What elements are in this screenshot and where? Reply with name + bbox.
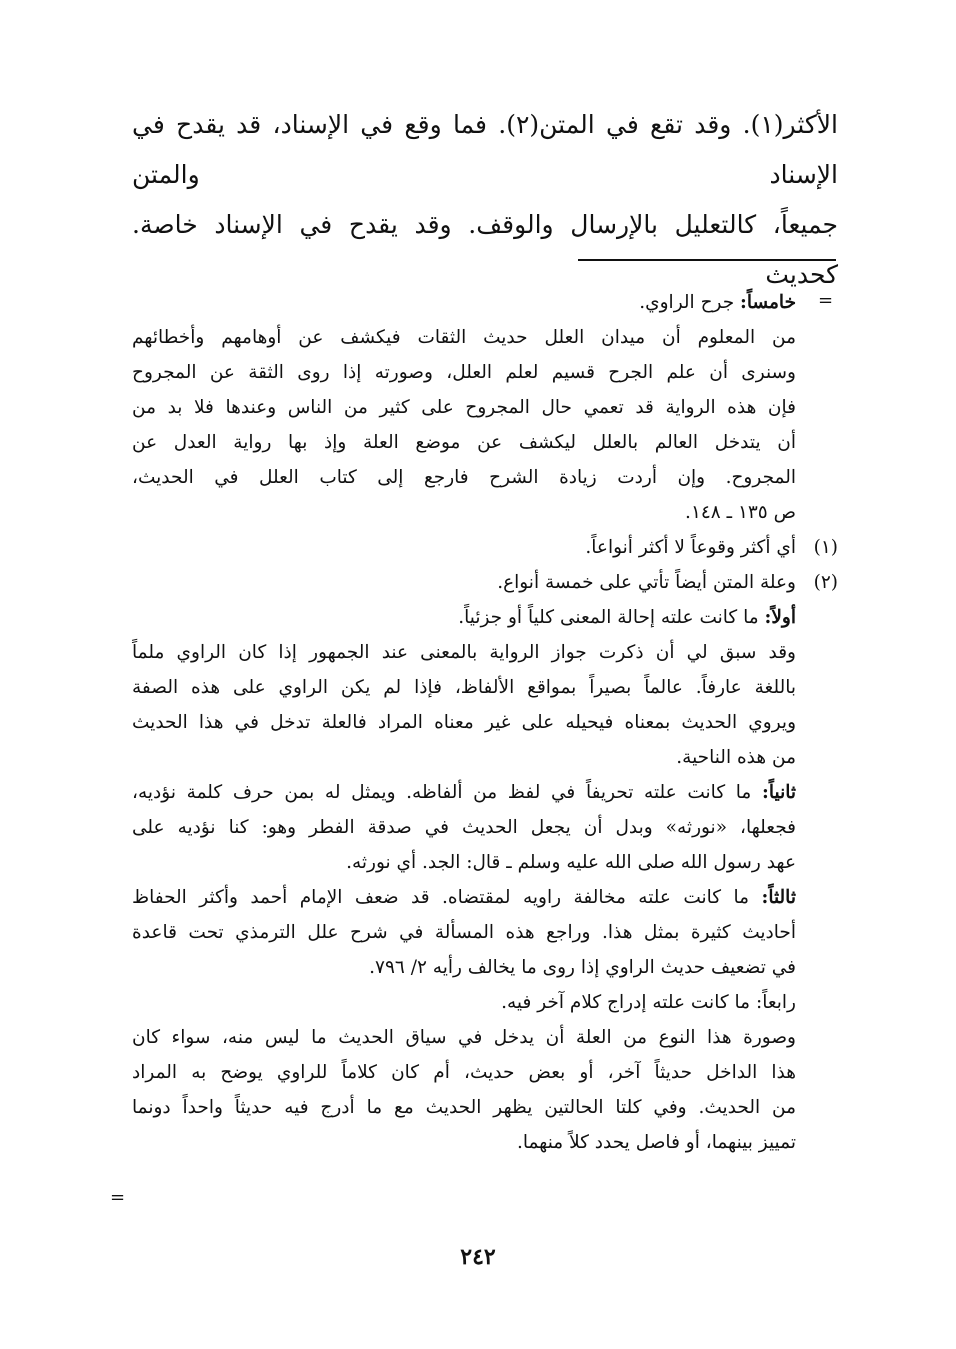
footnote-heading-first xyxy=(132,600,796,635)
footnote-heading-text: ما كانت علته إدراج كلام آخر فيه. xyxy=(501,992,751,1013)
main-text-line: جميعاً، كالتعليل بالإرسال والوقف. وقد يقدح في الإسناد خاصة. كحديث xyxy=(132,210,838,289)
footnote-2 xyxy=(132,565,838,600)
footnote-line: عهد رسول الله صلى الله عليه وسلم ـ قال: الجد. أي نورثه. xyxy=(346,852,796,873)
footnote-line: هذا الداخل حديثاً آخر، أو بعض حديث، أم كان كلاماً للراوي يوضح به المراد xyxy=(132,1062,796,1083)
footnote-marker: (١) xyxy=(813,537,838,558)
footnote-line: أن يتدخل العالم بالعلل ليكشف عن موضع العلة وإذ بها رواية العدل عن xyxy=(132,432,796,453)
footnote-line: المجروح. وإن أردت زيادة الشرح فارجع إلى كتاب العلل في الحديث، xyxy=(132,467,796,488)
footnote-line: وصورة هذا النوع من العلة أن يدخل في سياق الحديث ما ليس منه، سواء كان xyxy=(132,1027,796,1048)
footnote-heading-label: ثانياً: xyxy=(762,782,796,803)
footnote-heading-fifth xyxy=(132,285,796,320)
footnote-heading-label: ثالثاً: xyxy=(761,887,796,908)
footnote-heading-text: ما كانت علته مخالفة راويه لمقتضاه. قد ضعف الإمام أحمد وأكثر الحفاظ xyxy=(132,887,750,908)
footnote-line: من المعلوم أن ميدان العلل حديث الثقات فيكشف عن أوهامهم وأخطائهم xyxy=(132,327,796,348)
footnote-1-text: أي أكثر وقوعاً لا أكثر أنواعاً. xyxy=(585,537,796,558)
footnote-line: من هذه الناحية. xyxy=(676,747,796,768)
footnote-heading-text: جرح الراوي. xyxy=(639,292,735,313)
continuation-mark-top: = xyxy=(818,290,834,311)
footnotes xyxy=(132,285,838,1160)
footnote-line: في تضعيف حديث الراوي إذا روى ما يخالف رأيه ٢/ ٧٩٦. xyxy=(369,957,796,978)
footnote-heading-text: ما كانت علته إحالة المعنى كلياً أو جزئياً. xyxy=(458,607,759,628)
footnote-heading-fourth xyxy=(132,985,796,1020)
footnote-line: ص ١٣٥ ـ ١٤٨. xyxy=(685,502,796,523)
footnote-heading-label: أولاً: xyxy=(764,607,796,628)
footnote-heading-second xyxy=(132,775,796,810)
continuation-mark-bottom: = xyxy=(110,1187,126,1208)
footnote-heading-text: ما كانت علته تحريفاً في لفظ من ألفاظه. ويمثل له بمن حرف كلمة نؤديه، xyxy=(132,782,752,803)
footnote-line: ويروي الحديث بمعناه فيحيله على غير معناه المراد فالعلة تدخل في هذا الحديث xyxy=(132,712,796,733)
main-text-line: الأكثر(١). وقد تقع في المتن(٢). فما وقع في الإسناد، قد يقدح في الإسناد والمتن xyxy=(132,110,838,189)
footnote-line: من الحديث. وفي كلتا الحالتين يظهر الحديث مع ما أدرج فيه حديثاً واحداً دونما xyxy=(132,1097,796,1118)
page-number: ٢٤٢ xyxy=(460,1244,496,1270)
footnote-separator xyxy=(578,259,836,261)
footnote-line: تمييز بينهما، أو فاصل يحدد كلاً منهما. xyxy=(516,1132,796,1153)
footnote-line: فإن هذه الرواية قد تعمي حال المجروح على كثير من الناس وعندها فلا بد من xyxy=(132,397,796,418)
main-text xyxy=(132,100,838,300)
footnote-line: وقد سبق لي أن ذكرت جواز الرواية بالمعنى عند الجمهور إذا كان الراوي ملماً xyxy=(132,642,796,663)
footnote-line: وسنرى أن علم الجرح قسيم لعلم العلل، وصورته إذا روى الثقة عن المجروح xyxy=(132,362,796,383)
footnote-line: أحاديث كثيرة بمثل هذا. وراجع هذه المسألة في شرح علل الترمذي تحت قاعدة xyxy=(132,922,796,943)
footnote-heading-label: رابعاً: xyxy=(755,992,796,1013)
footnote-heading-third xyxy=(132,880,796,915)
footnote-1 xyxy=(132,530,838,565)
footnote-heading-label: خامساً: xyxy=(740,292,796,313)
footnote-2-intro: وعلة المتن أيضاً تأتي على خمسة أنواع. xyxy=(497,572,796,593)
footnote-line: فجعلها، «نورثه» وبدل أن يجعل الحديث في صدقة الفطر وهو: كنا نؤديه على xyxy=(132,817,796,838)
footnote-line: باللغة عارفاً. عالماً بصيراً بمواقع الألفاظ، فإذا لم يكن الراوي على هذه الصفة xyxy=(132,677,796,698)
footnote-marker: (٢) xyxy=(813,572,838,593)
